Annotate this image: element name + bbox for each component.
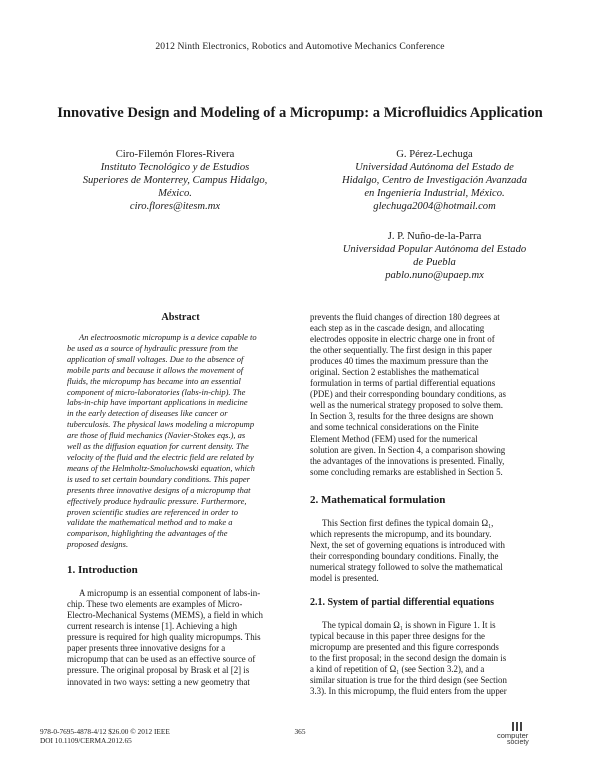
section-heading-mathematical-formulation: 2. Mathematical formulation	[310, 493, 446, 506]
text-line: the other sequentially. The first design in this paper	[310, 345, 492, 356]
footer-left	[40, 727, 170, 745]
author-affiliation: en Ingeniería Industrial, México.	[364, 188, 505, 199]
right-column	[310, 312, 535, 697]
text-line: numerical strategy followed to solve the mathematical	[310, 561, 503, 572]
text-line: In Section 3, results for the three designs are shown	[310, 411, 494, 422]
abstract-heading: Abstract	[161, 312, 200, 323]
abstract-line: component of micro-laboratories (labs-in-chip). The	[67, 386, 246, 397]
abstract-line: mobile parts and because it allows the movement of	[67, 364, 244, 375]
abstract-line: comparison, highlighting the advantages of the	[67, 528, 228, 539]
text-line: and some technical considerations on the Finite	[310, 422, 479, 433]
author-affiliation: de Puebla	[413, 257, 456, 268]
text-line: 3.3). In this micropump, the fluid enters from the upper	[310, 686, 507, 697]
abstract-line: fluids, the micropump has became into an essential	[67, 375, 241, 386]
abstract-line: in the early detection of diseases like cancer or	[67, 408, 228, 419]
footer-doi: DOI 10.1109/CERMA.2012.65	[40, 736, 132, 745]
text-line: a kind of repetition of Ω₁ (see Section 3.2), and a	[310, 664, 485, 675]
text-line: similar situation is true for the third design (see Section	[310, 675, 507, 686]
text-line: Next, the set of governing equations is introduced with	[310, 539, 505, 550]
abstract-line: be used as a source of hydraulic pressure from the	[67, 342, 238, 353]
author-block-2	[312, 148, 557, 213]
text-line: solution are given. In Section 4, a comparison showing	[310, 444, 506, 455]
abstract-line: is used to set certain boundary conditions. This paper	[67, 473, 250, 484]
paper-title: Innovative Design and Modeling of a Micropump: a Microfluidics Application	[57, 105, 543, 121]
abstract-line: velocity of the fluid and the electric field are related by	[67, 451, 254, 462]
text-line: well as the numerical strategy proposed to solve them.	[310, 400, 503, 411]
abstract-line: application of small voltages. Due to the absence of	[67, 353, 244, 364]
text-line: current research is intense [1]. Achieving a high	[67, 621, 238, 632]
text-line: A micropump is an essential component of labs-in-	[79, 588, 261, 599]
author-name: G. Pérez-Lechuga	[396, 149, 473, 160]
text-line: formulation in terms of partial differential equations	[310, 378, 496, 389]
text-line: pressure. The original proposal by Brask et al [2] is	[67, 665, 250, 676]
introduction-body	[67, 588, 294, 687]
author-affiliation: Superiores de Monterrey, Campus Hidalgo,	[82, 175, 268, 186]
text-line: pressure is required for high quality micropumps. This	[67, 632, 261, 643]
text-line: (PDE) and their corresponding boundary conditions, as	[310, 389, 506, 400]
introduction-continued	[310, 312, 535, 478]
author-affiliation: México.	[158, 188, 192, 199]
text-line: prevents the fluid changes of direction 180 degrees at	[310, 312, 500, 322]
text-line: to the first proposal; in the second design the domain is	[310, 653, 507, 664]
text-line: typical because in this paper three designs for the	[310, 631, 485, 642]
author-affiliation: Instituto Tecnológico y de Estudios	[100, 162, 250, 173]
text-line: their corresponding boundary conditions. Finally, the	[310, 550, 499, 561]
author-affiliation: Hidalgo, Centro de Investigación Avanzada	[341, 175, 528, 186]
abstract-line: means of the Helmholtz-Smoluchowski equation, which	[67, 462, 255, 473]
abstract-line: proposed designs.	[67, 539, 129, 550]
abstract-line: proven scientific studies are referenced in order to	[67, 506, 238, 517]
text-line: Electro-Mechanical Systems (MEMS), a field in which	[67, 610, 263, 621]
text-line: the advantages of the innovations is presented. Finally,	[310, 455, 505, 466]
text-line: model is presented.	[310, 572, 379, 583]
author-name: Ciro-Filemón Flores-Rivera	[115, 149, 235, 160]
text-line: which represents the micropump, and its boundary.	[310, 528, 492, 539]
logo-text-society: society	[507, 739, 529, 746]
text-line: The typical domain Ω₁ is shown in Figure 1. It is	[322, 619, 496, 630]
author-name: J. P. Nuño-de-la-Parra	[387, 231, 482, 242]
subsection-heading-pde: 2.1. System of partial differential equations	[310, 596, 494, 608]
conference-header: 2012 Ninth Electronics, Robotics and Automotive Mechanics Conference	[155, 41, 445, 52]
abstract-line: effectively produce hydraulic pressure. Furthermore,	[67, 495, 247, 506]
abstract-line: well as the diffusion equation for current density. The	[67, 441, 249, 452]
pde-body	[310, 620, 535, 697]
section-heading-introduction: 1. Introduction	[67, 564, 138, 577]
abstract-line: are those of fluid mechanics (Navier-Stokes eqs.), as	[67, 430, 246, 441]
author-email: ciro.flores@itesm.mx	[129, 201, 221, 212]
text-line: innovated in two ways: setting a new geometry that	[67, 676, 250, 687]
author-email: glechuga2004@hotmail.com	[373, 201, 496, 212]
text-line: chip. These two elements are examples of Micro-	[67, 599, 243, 610]
author-affiliation: Universidad Popular Autónoma del Estado	[342, 244, 527, 255]
author-email: pablo.nuno@upaep.mx	[385, 270, 484, 281]
logo-text-computer: computer	[497, 731, 529, 740]
abstract-line: tuberculosis. The physical laws modeling a micropump	[67, 419, 255, 430]
left-column	[67, 312, 294, 688]
text-line: This Section first defines the typical domain Ω₁,	[322, 517, 494, 528]
text-line: micropump that can be used as an effective source of	[67, 654, 256, 665]
mathematical-formulation-body	[310, 518, 535, 584]
text-line: Element Method (FEM) used for the numerical	[310, 433, 478, 444]
text-line: paper presents three innovative designs for a	[67, 643, 226, 654]
page-number: 365	[294, 727, 306, 736]
text-line: micropump are presented and this figure corresponds	[310, 642, 499, 653]
author-block-3	[312, 230, 557, 282]
author-affiliation: Universidad Autónoma del Estado de	[355, 162, 514, 173]
text-line: produces 40 times the maximum pressure than the	[310, 356, 489, 367]
text-line: some concluding remarks are established in Section 5.	[310, 466, 503, 477]
abstract-line: An electroosmotic micropump is a device capable to	[79, 332, 257, 342]
author-block-1	[55, 148, 295, 213]
text-line: each step as in the cascade design, and allocating	[310, 323, 485, 334]
abstract-body	[67, 332, 294, 550]
abstract-line: presents three innovative designs of a micropump that	[67, 484, 251, 495]
text-line: electrodes opposite in electric charge one in front of	[310, 334, 495, 345]
text-line: original. Section 2 establishes the mathematical	[310, 367, 480, 378]
footer-isbn: 978-0-7695-4878-4/12 $26.00 © 2012 IEEE	[40, 727, 170, 736]
abstract-line: labs-in-chip have important applications in medicine	[67, 397, 248, 408]
abstract-line: validate the mathematical method and to make a	[67, 517, 233, 528]
computer-society-logo	[491, 720, 551, 750]
